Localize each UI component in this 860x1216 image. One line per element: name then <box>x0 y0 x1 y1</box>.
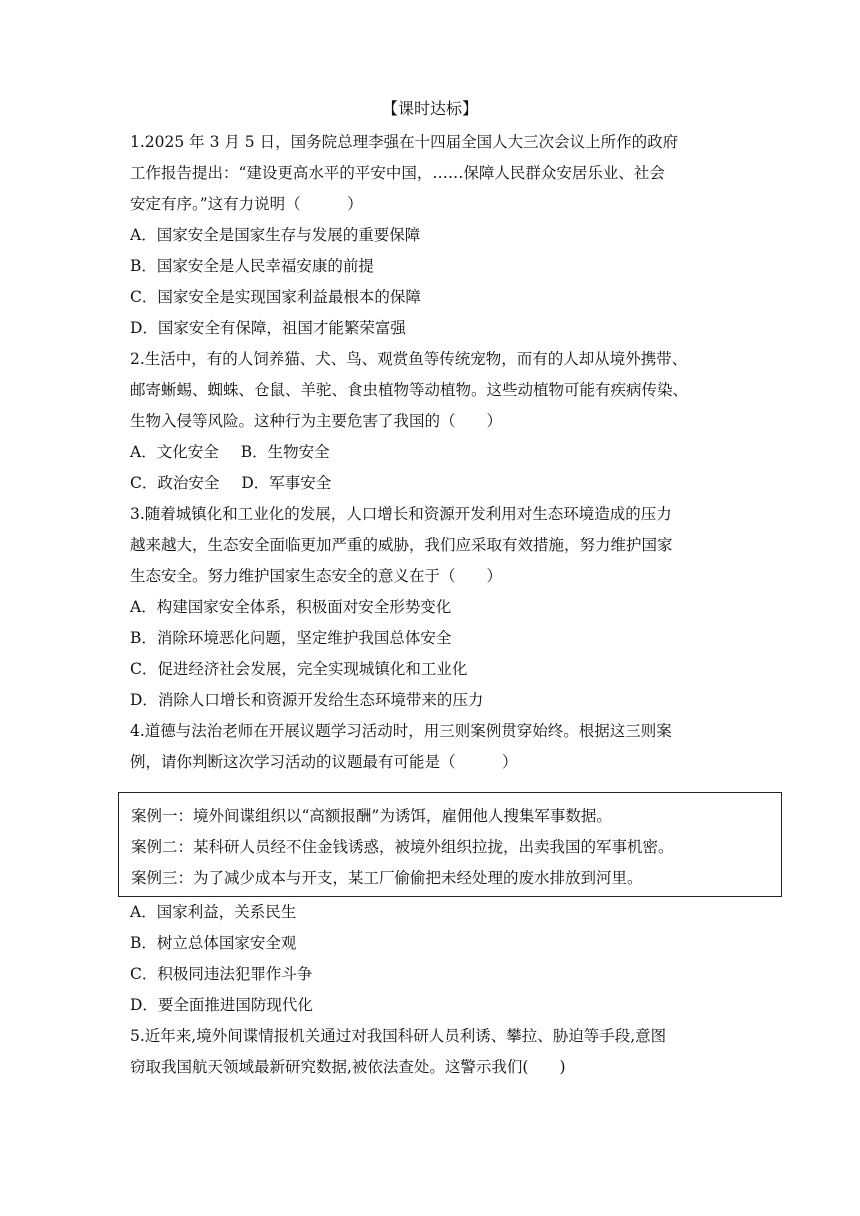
question-1-line: 工作报告提出：“建设更高水平的平安中国，……保障人民群众安居乐业、社会 <box>130 164 665 182</box>
case-box <box>118 792 782 897</box>
question-1-line: 1.2025 年 3 月 5 日，国务院总理李强在十四届全国人大三次会议上所作的政府 <box>130 133 679 151</box>
question-2 <box>130 344 730 499</box>
question-2-line: 生物入侵等风险。这种行为主要危害了我国的（ ） <box>130 412 503 430</box>
question-3-option-c: C．促进经济社会发展，完全实现城镇化和工业化 <box>130 660 468 678</box>
question-4-option-a: A．国家利益，关系民生 <box>130 903 297 921</box>
question-1-option-c: C．国家安全是实现国家利益最根本的保障 <box>130 288 421 306</box>
section-title: 【课时达标】 <box>381 99 478 118</box>
question-2-line: 2.生活中，有的人饲养猫、犬、鸟、观赏鱼等传统宠物，而有的人却从境外携带、 <box>130 350 688 368</box>
question-3-option-a: A．构建国家安全体系，积极面对安全形势变化 <box>130 598 452 616</box>
question-4-option-c: C．积极同违法犯罪作斗争 <box>130 965 313 983</box>
question-2-option-b: B．生物安全 <box>240 443 330 461</box>
worksheet-page <box>130 96 730 1083</box>
question-1-option-a: A．国家安全是国家生存与发展的重要保障 <box>130 226 421 244</box>
case-item: 案例三：为了减少成本与开支，某工厂偷偷把未经处理的废水排放到河里。 <box>131 869 643 887</box>
question-3 <box>130 499 730 716</box>
question-5-line: 5.近年来,境外间谍情报机关通过对我国科研人员利诱、攀拉、胁迫等手段,意图 <box>130 1027 667 1045</box>
case-item: 案例二：某科研人员经不住金钱诱惑，被境外组织拉拢，出卖我国的军事机密。 <box>131 838 674 856</box>
question-5 <box>130 1021 730 1083</box>
question-2-line: 邮寄蜥蜴、蜘蛛、仓鼠、羊驼、食虫植物等动植物。这些动植物可能有疾病传染、 <box>130 381 689 399</box>
question-4 <box>130 716 730 1021</box>
question-3-option-b: B．消除环境恶化问题，坚定维护我国总体安全 <box>130 629 452 647</box>
question-1 <box>130 127 730 344</box>
question-2-option-d: D．军事安全 <box>241 474 332 492</box>
question-1-option-d: D．国家安全有保障，祖国才能繁荣富强 <box>130 319 406 337</box>
question-3-line: 生态安全。努力维护国家生态安全的意义在于（ ） <box>130 567 503 585</box>
question-3-line: 3.随着城镇化和工业化的发展，人口增长和资源开发利用对生态环境造成的压力 <box>130 505 672 523</box>
question-4-option-d: D．要全面推进国防现代化 <box>130 996 313 1014</box>
question-2-option-c: C．政治安全 <box>130 474 220 492</box>
case-item: 案例一：境外间谍组织以“高额报酬”为诱饵，雇佣他人搜集军事数据。 <box>131 807 612 825</box>
question-1-line: 安定有序。”这有力说明（ ） <box>130 195 363 213</box>
question-5-line: 窃取我国航天领域最新研究数据,被依法查处。这警示我们( ) <box>130 1058 566 1076</box>
question-2-options-row-1 <box>130 437 730 468</box>
question-3-line: 越来越大，生态安全面临更加严重的威胁，我们应采取有效措施，努力维护国家 <box>130 536 673 554</box>
question-4-line: 4.道德与法治老师在开展议题学习活动时，用三则案例贯穿始终。根据这三则案 <box>130 722 672 740</box>
question-2-options-row-2 <box>130 468 730 499</box>
question-4-option-b: B．树立总体国家安全观 <box>130 934 297 952</box>
question-4-line: 例，请你判断这次学习活动的议题最有可能是（ ） <box>130 753 518 771</box>
question-2-option-a: A．文化安全 <box>130 443 219 461</box>
question-3-option-d: D．消除人口增长和资源开发给生态环境带来的压力 <box>130 691 484 709</box>
question-1-option-b: B．国家安全是人民幸福安康的前提 <box>130 257 374 275</box>
